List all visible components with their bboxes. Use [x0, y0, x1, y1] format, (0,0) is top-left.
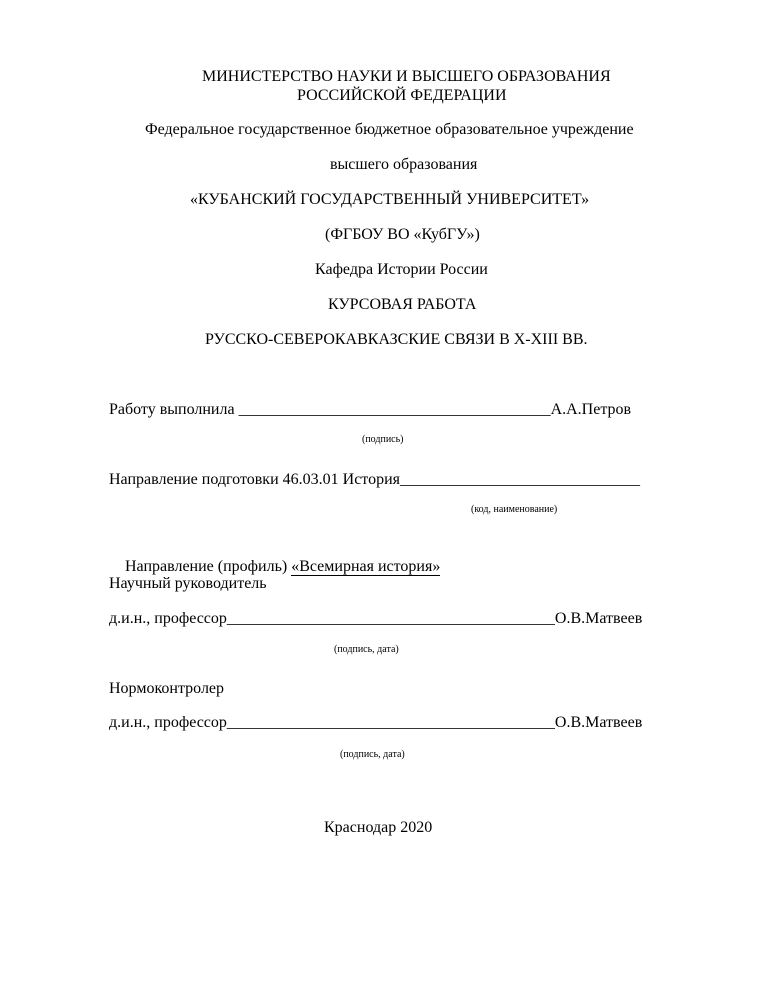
profile-label: Направление (профиль) [125, 558, 292, 575]
institution-type-line-2: высшего образования [330, 156, 478, 173]
city-year: Краснодар 2020 [324, 819, 433, 836]
supervisor-caption: (подпись, дата) [334, 644, 399, 655]
performed-by-caption: (подпись) [362, 434, 404, 445]
ministry-line-2: РОССИЙСКОЙ ФЕДЕРАЦИИ [297, 87, 507, 104]
direction-line: Направление подготовки 46.03.01 История______________________________ [109, 471, 640, 488]
supervisor-heading: Научный руководитель [109, 575, 267, 592]
work-topic: РУССКО-СЕВЕРОКАВКАЗСКИЕ СВЯЗИ В X-XIII ВВ. [205, 331, 588, 348]
profile-value: «Всемирная история» [291, 558, 441, 575]
institution-type-line-1: Федеральное государственное бюджетное образовательное учреждение [145, 121, 634, 138]
performed-by-line: Работу выполнила _______________________________________А.А.Петров [109, 401, 632, 418]
department-name: Кафедра Истории России [315, 261, 488, 278]
normcontroller-heading: Нормоконтролер [109, 680, 225, 697]
ministry-line-1: МИНИСТЕРСТВО НАУКИ И ВЫСШЕГО ОБРАЗОВАНИЯ [202, 68, 611, 85]
normcontroller-line: д.и.н., профессор_________________________________________О.В.Матвеев [109, 714, 643, 731]
university-abbreviation: (ФГБОУ ВО «КубГУ») [325, 226, 480, 243]
work-type: КУРСОВАЯ РАБОТА [328, 296, 477, 313]
direction-caption: (код, наименование) [471, 504, 558, 515]
normcontroller-caption: (подпись, дата) [340, 749, 405, 760]
university-name: «КУБАНСКИЙ ГОСУДАРСТВЕННЫЙ УНИВЕРСИТЕТ» [190, 191, 590, 208]
supervisor-line: д.и.н., профессор_________________________________________О.В.Матвеев [109, 610, 643, 627]
